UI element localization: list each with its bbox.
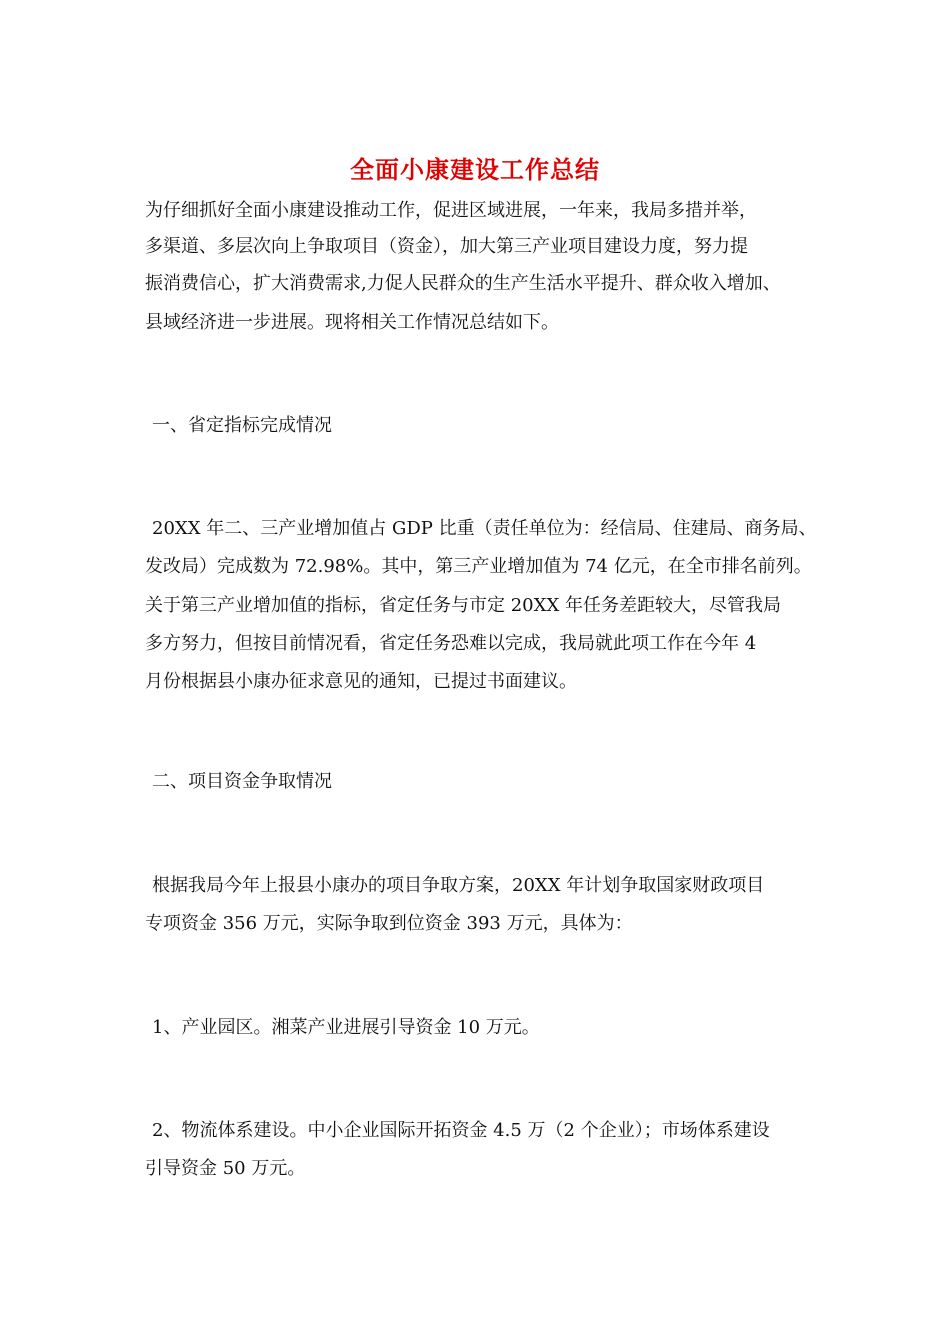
paragraph-line: 20XX 年二、三产业增加值占 GDP 比重（责任单位为：经信局、住建局、商务局、 [152,518,817,539]
section-heading: 二、项目资金争取情况 [152,771,332,792]
intro-line: 县域经济进一步进展。现将相关工作情况总结如下。 [145,312,559,333]
paragraph-line: 关于第三产业增加值的指标，省定任务与市定 20XX 年任务差距较大，尽管我局 [145,595,781,616]
intro-line: 为仔细抓好全面小康建设推动工作，促进区域进展，一年来，我局多措并举， [145,200,757,221]
intro-line: 多渠道、多层次向上争取项目（资金），加大第三产业项目建设力度，努力提 [145,236,748,257]
paragraph-line: 月份根据县小康办征求意见的通知，已提过书面建议。 [145,671,577,692]
paragraph-line: 发改局）完成数为 72.98%。其中，第三产业增加值为 74 亿元，在全市排名前列。 [145,556,812,577]
intro-line: 振消费信心，扩大消费需求,力促人民群众的生产生活水平提升、群众收入增加、 [145,273,781,294]
paragraph-line: 根据我局今年上报县小康办的项目争取方案，20XX 年计划争取国家财政项目 [152,875,765,896]
list-item: 引导资金 50 万元。 [145,1158,306,1179]
section-heading: 一、省定指标完成情况 [152,415,332,436]
list-item: 1、产业园区。湘菜产业进展引导资金 10 万元。 [152,1017,540,1038]
list-item: 2、物流体系建设。中小企业国际开拓资金 4.5 万（2 个企业）；市场体系建设 [152,1120,770,1141]
document-title: 全面小康建设工作总结 [350,155,600,184]
paragraph-line: 专项资金 356 万元，实际争取到位资金 393 万元，具体为： [145,913,633,934]
paragraph-line: 多方努力，但按目前情况看，省定任务恐难以完成，我局就此项工作在今年 4 [145,633,757,654]
